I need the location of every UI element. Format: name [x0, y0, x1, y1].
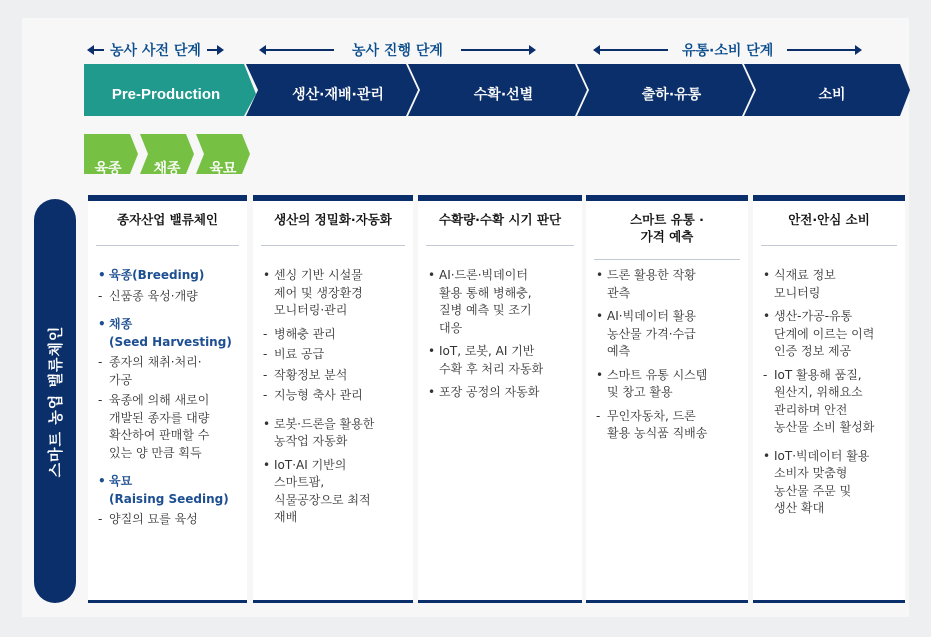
- list-item: [263, 416, 407, 451]
- list-item: [763, 267, 899, 302]
- item-text: AI·드론·빅데이터 활용 통해 병해충, 질병 예측 및 조기 대응: [439, 268, 532, 335]
- bullet-marker-icon: •: [428, 344, 436, 358]
- column-body: [596, 267, 742, 446]
- column-divider: [261, 245, 405, 246]
- sub-item: [263, 326, 407, 344]
- sub-step-breeding: 육종: [94, 161, 122, 177]
- arrow-left-icon: [598, 49, 668, 51]
- column-divider: [96, 245, 239, 246]
- list-item: [596, 367, 742, 402]
- bullet-marker-icon: •: [428, 385, 436, 399]
- bullet-marker-icon: •: [263, 268, 271, 282]
- list-item: [98, 267, 241, 285]
- bullet-marker-icon: •: [596, 309, 604, 323]
- diagram-canvas: [22, 18, 909, 617]
- item-text: 포장 공정의 자동화: [439, 385, 540, 399]
- list-item: [263, 267, 407, 320]
- sub-item: [263, 346, 407, 364]
- column-divider: [426, 245, 574, 246]
- item-text: IoT, 로봇, AI 기반 수확 후 처리 자동화: [439, 344, 544, 376]
- item-text: 육묘 (Raising Seeding): [109, 474, 229, 506]
- item-text: 신품종 육성·개량: [109, 288, 198, 303]
- sub-step-seed-harvesting: 채종: [153, 161, 181, 177]
- sub-item: [98, 392, 241, 462]
- dash-marker-icon: -: [763, 367, 768, 382]
- arrow-right-icon: [787, 49, 857, 51]
- item-text: 드론 활용한 작황 관측: [607, 268, 696, 300]
- column-distribution: [586, 195, 748, 603]
- stage-distribution-label: 유통·소비 단계: [682, 43, 774, 59]
- list-item: [428, 267, 576, 337]
- item-text: 생산-가공-유통 단계에 이르는 이력 인증 정보 제공: [774, 309, 875, 358]
- column-title: 생산의 정밀화·자동화: [274, 212, 392, 227]
- list-item: [428, 384, 576, 402]
- column-title: 안전·안심 소비: [788, 212, 870, 227]
- sub-item: [98, 288, 241, 306]
- column-seed-industry: [88, 195, 247, 603]
- item-text: 센싱 기반 시설물 제어 및 생장환경 모니터링·관리: [274, 268, 363, 317]
- dash-marker-icon: -: [263, 388, 268, 402]
- chevron-label-consumption: 소비: [818, 87, 846, 103]
- sub-item: [263, 367, 407, 385]
- item-text: IoT·빅데이터 활용 소비자 맞춤형 농산물 주문 및 생산 확대: [774, 448, 870, 515]
- chevron-label-production: 생산·재배·관리: [292, 87, 384, 103]
- column-title: 스마트 유통 · 가격 예측: [630, 212, 704, 244]
- item-text: 작황정보 분석: [274, 367, 348, 382]
- stage-distribution: [594, 40, 857, 60]
- dash-marker-icon: -: [98, 512, 103, 526]
- bullet-marker-icon: •: [263, 457, 271, 472]
- item-text: IoT·AI 기반의 스마트팜, 식물공장으로 최적 재배: [274, 457, 371, 524]
- item-text: 지능형 축사 관리: [274, 388, 363, 402]
- bullet-marker-icon: •: [763, 309, 771, 323]
- list-item: [596, 308, 742, 361]
- chevron-label-pre: Pre-Production: [111, 85, 221, 103]
- dash-marker-icon: -: [263, 347, 268, 361]
- list-item: [763, 448, 899, 518]
- dash-marker-icon: -: [98, 288, 103, 303]
- chevron-label-harvest: 수확·선별: [473, 87, 534, 103]
- item-text: 비료 공급: [274, 347, 325, 361]
- dash-marker-icon: -: [263, 326, 268, 341]
- value-chain-vertical-bar: [34, 199, 76, 603]
- stage-progress-label: 농사 진행 단계: [352, 43, 443, 59]
- sub-item: [263, 387, 407, 405]
- sub-step-raising-seeding: 육묘: [209, 161, 237, 177]
- arrow-right-icon: [461, 49, 531, 51]
- bullet-marker-icon: •: [596, 268, 604, 282]
- item-text: 육종에 의해 새로이 개발된 종자를 대량 확산하여 판매할 수 있는 양 만큼 획득: [109, 393, 210, 460]
- list-item: [763, 308, 899, 361]
- item-text: 종자의 채취·처리· 가공: [109, 355, 202, 387]
- item-text: 육종(Breeding): [109, 268, 205, 282]
- dash-marker-icon: -: [98, 393, 103, 407]
- sub-item: [98, 511, 241, 529]
- vertical-label: 스마트 농업 밸류체인: [46, 325, 65, 477]
- column-divider: [761, 245, 897, 246]
- column-harvest: [418, 195, 582, 603]
- column-production: [253, 195, 413, 603]
- arrow-right-icon: [207, 49, 219, 51]
- list-item: [263, 457, 407, 527]
- item-text: 병해충 관리: [274, 326, 336, 341]
- sub-item: [98, 354, 241, 389]
- column-divider: [594, 259, 740, 260]
- item-text: 식재료 정보 모니터링: [774, 268, 836, 300]
- sub-item: [596, 408, 742, 443]
- stage-pre: [88, 40, 219, 60]
- dash-marker-icon: -: [98, 355, 103, 369]
- item-text: AI·빅데이터 활용 농산물 가격·수급 예측: [607, 309, 696, 358]
- column-title: 종자산업 밸류체인: [117, 212, 218, 227]
- item-text: IoT 활용해 품질, 원산지, 위해요소 관리하며 안전 농산물 소비 활성화: [774, 367, 875, 434]
- bullet-marker-icon: •: [596, 367, 604, 382]
- dash-marker-icon: -: [596, 408, 601, 423]
- bullet-marker-icon: •: [98, 474, 106, 488]
- stage-progress: [260, 40, 531, 60]
- item-text: 무인자동차, 드론 활용 농식품 직배송: [607, 408, 708, 440]
- item-text: 채종 (Seed Harvesting): [109, 317, 232, 349]
- bullet-marker-icon: •: [98, 317, 106, 331]
- list-item: [98, 473, 241, 508]
- sub-item: [763, 367, 899, 437]
- item-text: 스마트 유통 시스템 및 창고 활용: [607, 367, 708, 399]
- bullet-marker-icon: •: [428, 268, 436, 282]
- list-item: [428, 343, 576, 378]
- bullet-marker-icon: •: [263, 416, 271, 431]
- arrow-left-icon: [264, 49, 334, 51]
- column-title: 수확량·수확 시기 판단: [438, 212, 562, 227]
- column-body: [98, 267, 241, 532]
- bullet-marker-icon: •: [763, 268, 771, 282]
- item-text: 양질의 묘를 육성: [109, 512, 198, 526]
- chevron-label-shipping: 출하·유통: [641, 87, 702, 103]
- stage-pre-label: 농사 사전 단계: [110, 43, 201, 59]
- arrow-left-icon: [92, 49, 104, 51]
- column-body: [763, 267, 899, 524]
- dash-marker-icon: -: [263, 367, 268, 382]
- item-text: 로봇·드론을 활용한 농작업 자동화: [274, 416, 375, 448]
- bullet-marker-icon: •: [763, 448, 771, 463]
- column-consumption: [753, 195, 905, 603]
- bullet-marker-icon: •: [98, 268, 106, 282]
- list-item: [596, 267, 742, 302]
- column-body: [428, 267, 576, 408]
- column-body: [263, 267, 407, 533]
- list-item: [98, 316, 241, 351]
